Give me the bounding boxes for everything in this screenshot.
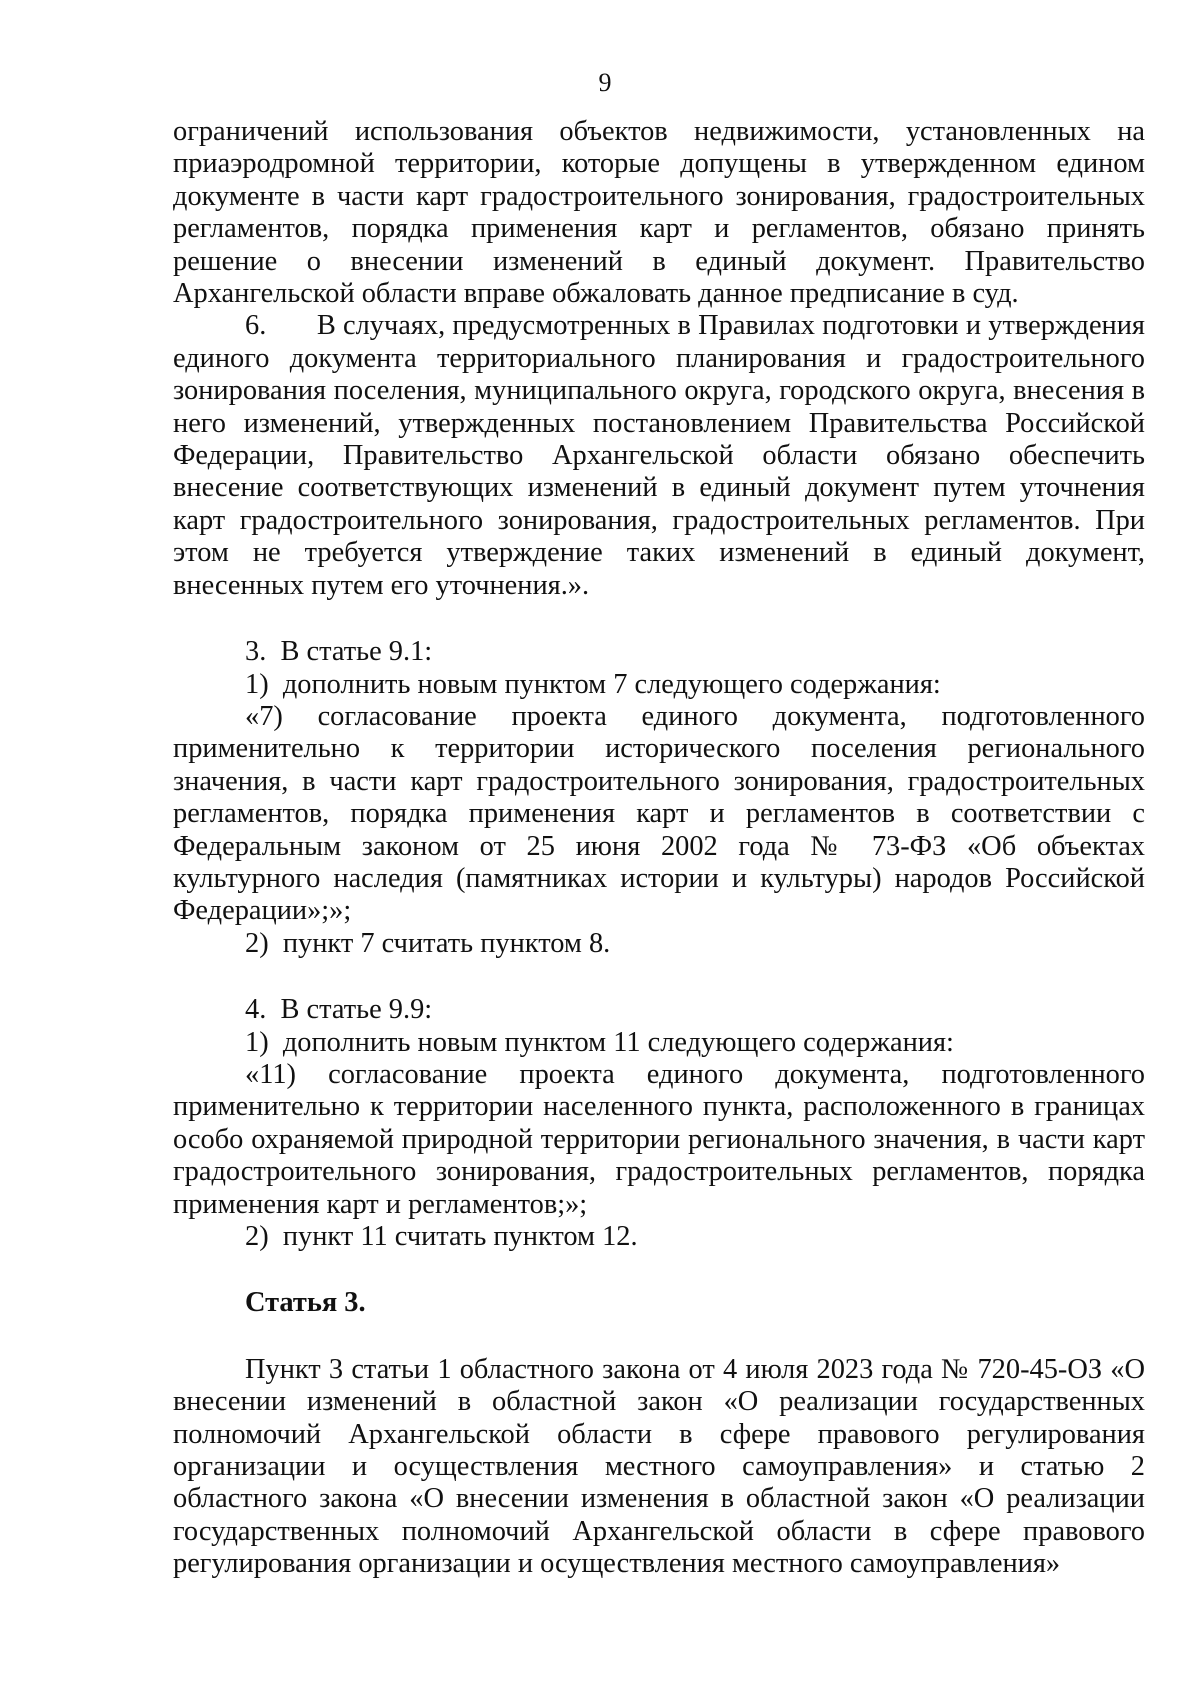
spacer: [173, 1320, 1145, 1354]
paragraph-subitem-2: 2) пункт 11 считать пунктом 12.: [245, 1221, 638, 1252]
spacer: [173, 960, 1145, 994]
paragraph-subitem-1: 1) дополнить новым пунктом 7 следующего содержания:: [245, 668, 941, 700]
spacer: [173, 1253, 1145, 1287]
paragraph-quoted-item-11: «11) согласование проекта единого документа, подготовленного применительно к территории населенного пункта, расположенного в границах особо охраняемой природной территории регионального значения, в части карт градостроительного зонирования, градостроительных регламентов, порядка применения карт и регламентов;»;: [173, 1058, 1145, 1220]
page-number: 9: [598, 68, 612, 97]
paragraph-section-4: 4. В статье 9.9:: [245, 994, 433, 1026]
paragraph-section-3: 3. В статье 9.1:: [245, 636, 433, 668]
spacer: [173, 602, 1145, 636]
paragraph-item-6: 6. В случаях, предусмотренных в Правилах подготовки и утверждения единого документа территориального планирования и градостроительного зонирования поселения, муниципального округа, городского округа, внесения в него изменений, утвержденных постановлением Правительства Российской Федерации, Правительство Архангельской области обязано обеспечить внесение соответствующих изменений в единый документ путем уточнения карт градостроительного зонирования, градостроительных регламентов. При этом не требуется утверждение таких изменений в единый документ, внесенных путем его уточнения.».: [173, 310, 1145, 601]
paragraph-article-3-body: Пункт 3 статьи 1 областного закона от 4 июля 2023 года № 720-45-ОЗ «О внесении изменений в областной закон «О реализации государственных полномочий Архангельской области в сфере правового регулирования организации и осуществления местного самоуправления» и статью 2 областного закона «О внесении изменения в областной закон «О реализации государственных полномочий Архангельской области в сфере правового регулирования организации и осуществления местного самоуправления»: [173, 1353, 1145, 1580]
paragraph-subitem-2: 2) пункт 7 считать пунктом 8.: [245, 927, 611, 959]
document-body: [173, 116, 1145, 1581]
paragraph-quoted-item-7: «7) согласование проекта единого документа, подготовленного применительно к территории исторического поселения регионального значения, в части карт градостроительного зонирования, градостроительных регламентов, порядка применения карт и регламентов в соответствии с Федеральным законом от 25 июня 2002 года № 73-ФЗ «Об объектах культурного наследия (памятниках истории и культуры) народов Российской Федерации»;»;: [173, 700, 1145, 927]
paragraph-subitem-1: 1) дополнить новым пунктом 11 следующего содержания:: [245, 1026, 954, 1058]
paragraph-continuation: ограничений использования объектов недвижимости, установленных на приаэродромной территории, которые допущены в утвержденном едином документе в части карт градостроительного зонирования, градостроительных регламентов, порядка применения карт и регламентов, обязано принять решение о внесении изменений в единый документ. Правительство Архангельской области вправе обжаловать данное предписание в суд.: [173, 116, 1145, 310]
article-heading: Статья 3.: [245, 1287, 366, 1319]
